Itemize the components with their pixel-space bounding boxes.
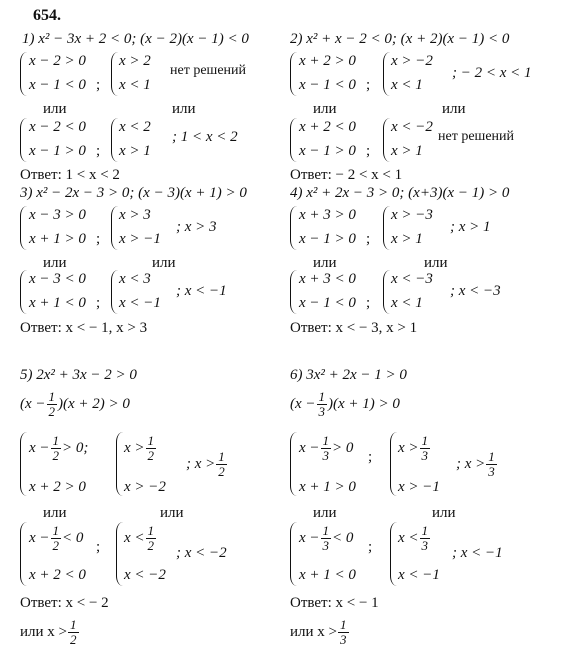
- p1-result-1: нет решений: [170, 63, 247, 78]
- p2-brace-d: [383, 118, 390, 162]
- p6-brace-a: [290, 432, 297, 496]
- p2-a2: x − 1 < 0: [299, 77, 356, 93]
- p6-b1: x > $\frac{1}{3}$: [398, 433, 429, 464]
- p5-a1: x − $\frac{1}{2}$ > 0;: [29, 433, 89, 464]
- p3-answer: Ответ: x < − 1, x > 3: [20, 320, 148, 336]
- p3-c1: x − 3 < 0: [29, 271, 86, 287]
- p5-brace-d: [116, 522, 123, 586]
- p3-or-2: или: [152, 255, 176, 271]
- p5-or-2: или: [160, 505, 184, 521]
- p1-d2: x > 1: [119, 143, 151, 159]
- p6-a1: x − $\frac{1}{3}$ > 0: [299, 433, 354, 464]
- p2-b1: x > −2: [391, 53, 433, 69]
- p1-answer: Ответ: 1 < x < 2: [20, 167, 120, 183]
- p4-or-1: или: [313, 255, 337, 271]
- p6-result-2: ; x < −1: [452, 545, 503, 561]
- p5-brace-a: [20, 432, 27, 496]
- p4-d1: x < −3: [391, 271, 433, 287]
- p6-brace-d: [390, 522, 397, 586]
- p3-brace-a: [20, 206, 27, 250]
- p5-title: 5) 2x² + 3x − 2 > 0: [20, 367, 137, 383]
- p6-b2: x > −1: [398, 479, 440, 495]
- p3-brace-d: [111, 270, 118, 314]
- p6-d2: x < −1: [398, 567, 440, 583]
- p4-result-2: ; x < −3: [450, 283, 501, 299]
- p1-d1: x < 2: [119, 119, 151, 135]
- p4-a1: x + 3 > 0: [299, 207, 356, 223]
- p6-a2: x + 1 > 0: [299, 479, 356, 495]
- p6-or-1: или: [313, 505, 337, 521]
- p1-result-2: ; 1 < x < 2: [172, 129, 238, 145]
- p4-title: 4) x² + 2x − 3 > 0; (x+3)(x − 1) > 0: [290, 185, 510, 201]
- p2-brace-b: [383, 52, 390, 96]
- p5-or-1: или: [43, 505, 67, 521]
- p1-brace-b: [111, 52, 118, 96]
- p3-brace-c: [20, 270, 27, 314]
- p5-result-1: ; x > $\frac{1}{2}$: [186, 449, 225, 480]
- p4-result-1: ; x > 1: [450, 219, 491, 235]
- p5-c1: x − $\frac{1}{2}$ < 0: [29, 523, 84, 554]
- p3-b1: x > 3: [119, 207, 151, 223]
- p5-factored: (x − $\frac{1}{2}$ )(x + 2) > 0: [20, 389, 130, 420]
- p3-c2: x + 1 < 0: [29, 295, 86, 311]
- p6-title: 6) 3x² + 2x − 1 > 0: [290, 367, 407, 383]
- p1-brace-c: [20, 118, 27, 162]
- p1-a1: x − 2 > 0: [29, 53, 86, 69]
- p1-brace-d: [111, 118, 118, 162]
- p4-b1: x > −3: [391, 207, 433, 223]
- p4-answer: Ответ: x < − 3, x > 1: [290, 320, 418, 336]
- p3-a1: x − 3 > 0: [29, 207, 86, 223]
- p5-result-2: ; x < −2: [176, 545, 227, 561]
- p5-d1: x < $\frac{1}{2}$: [124, 523, 155, 554]
- p6-d1: x < $\frac{1}{3}$: [398, 523, 429, 554]
- p2-d2: x > 1: [391, 143, 423, 159]
- p2-answer: Ответ: − 2 < x < 1: [290, 167, 403, 183]
- p2-c2: x − 1 > 0: [299, 143, 356, 159]
- p1-title: 1) x² − 3x + 2 < 0; (x − 2)(x − 1) < 0: [22, 31, 249, 47]
- p5-answer: Ответ: x < − 2: [20, 595, 109, 611]
- p1-a2: x − 1 < 0: [29, 77, 86, 93]
- p3-brace-b: [111, 206, 118, 250]
- p2-brace-c: [290, 118, 297, 162]
- p5-or-x: или x > $\frac{1}{2}$: [20, 617, 77, 648]
- p2-or-1: или: [313, 101, 337, 117]
- p6-factored: (x − $\frac{1}{3}$ )(x + 1) > 0: [290, 389, 400, 420]
- p2-title: 2) x² + x − 2 < 0; (x + 2)(x − 1) < 0: [290, 31, 510, 47]
- p5-brace-b: [116, 432, 123, 496]
- p6-c1: x − $\frac{1}{3}$ < 0: [299, 523, 354, 554]
- p6-answer: Ответ: x < − 1: [290, 595, 379, 611]
- p6-c2: x + 1 < 0: [299, 567, 356, 583]
- p1-or-1: или: [43, 101, 67, 117]
- p3-b2: x > −1: [119, 231, 161, 247]
- p5-brace-c: [20, 522, 27, 586]
- p6-result-1: ; x > $\frac{1}{3}$: [456, 449, 495, 480]
- p2-d1: x < −2: [391, 119, 433, 135]
- p4-brace-d: [383, 270, 390, 314]
- p4-brace-c: [290, 270, 297, 314]
- p1-or-2: или: [172, 101, 196, 117]
- p5-a2: x + 2 > 0: [29, 479, 86, 495]
- p1-brace-a: [20, 52, 27, 96]
- p2-c1: x + 2 < 0: [299, 119, 356, 135]
- p1-c1: x − 2 < 0: [29, 119, 86, 135]
- p3-title: 3) x² − 2x − 3 > 0; (x − 3)(x + 1) > 0: [20, 185, 247, 201]
- problem-number: 654.: [33, 7, 61, 24]
- p6-brace-c: [290, 522, 297, 586]
- p2-result-1: ; − 2 < x < 1: [452, 65, 532, 81]
- p4-brace-b: [383, 206, 390, 250]
- p5-b1: x > $\frac{1}{2}$: [124, 433, 155, 464]
- p5-c2: x + 2 < 0: [29, 567, 86, 583]
- p6-brace-b: [390, 432, 397, 496]
- p4-b2: x > 1: [391, 231, 423, 247]
- p4-c2: x − 1 < 0: [299, 295, 356, 311]
- p1-b2: x < 1: [119, 77, 151, 93]
- p3-a2: x + 1 > 0: [29, 231, 86, 247]
- p4-brace-a: [290, 206, 297, 250]
- p1-b1: x > 2: [119, 53, 151, 69]
- p3-d1: x < 3: [119, 271, 151, 287]
- p4-d2: x < 1: [391, 295, 423, 311]
- p5-b2: x > −2: [124, 479, 166, 495]
- p1-c2: x − 1 > 0: [29, 143, 86, 159]
- p2-a1: x + 2 > 0: [299, 53, 356, 69]
- p2-result-2: нет решений: [438, 129, 515, 144]
- p6-or-x: или x > $\frac{1}{3}$: [290, 617, 347, 648]
- p2-brace-a: [290, 52, 297, 96]
- p3-or-1: или: [43, 255, 67, 271]
- p3-d2: x < −1: [119, 295, 161, 311]
- p5-d2: x < −2: [124, 567, 166, 583]
- p6-or-2: или: [432, 505, 456, 521]
- p2-b2: x < 1: [391, 77, 423, 93]
- p4-c1: x + 3 < 0: [299, 271, 356, 287]
- p3-result-2: ; x < −1: [176, 283, 227, 299]
- p3-result-1: ; x > 3: [176, 219, 217, 235]
- p4-a2: x − 1 > 0: [299, 231, 356, 247]
- p4-or-2: или: [424, 255, 448, 271]
- p2-or-2: или: [442, 101, 466, 117]
